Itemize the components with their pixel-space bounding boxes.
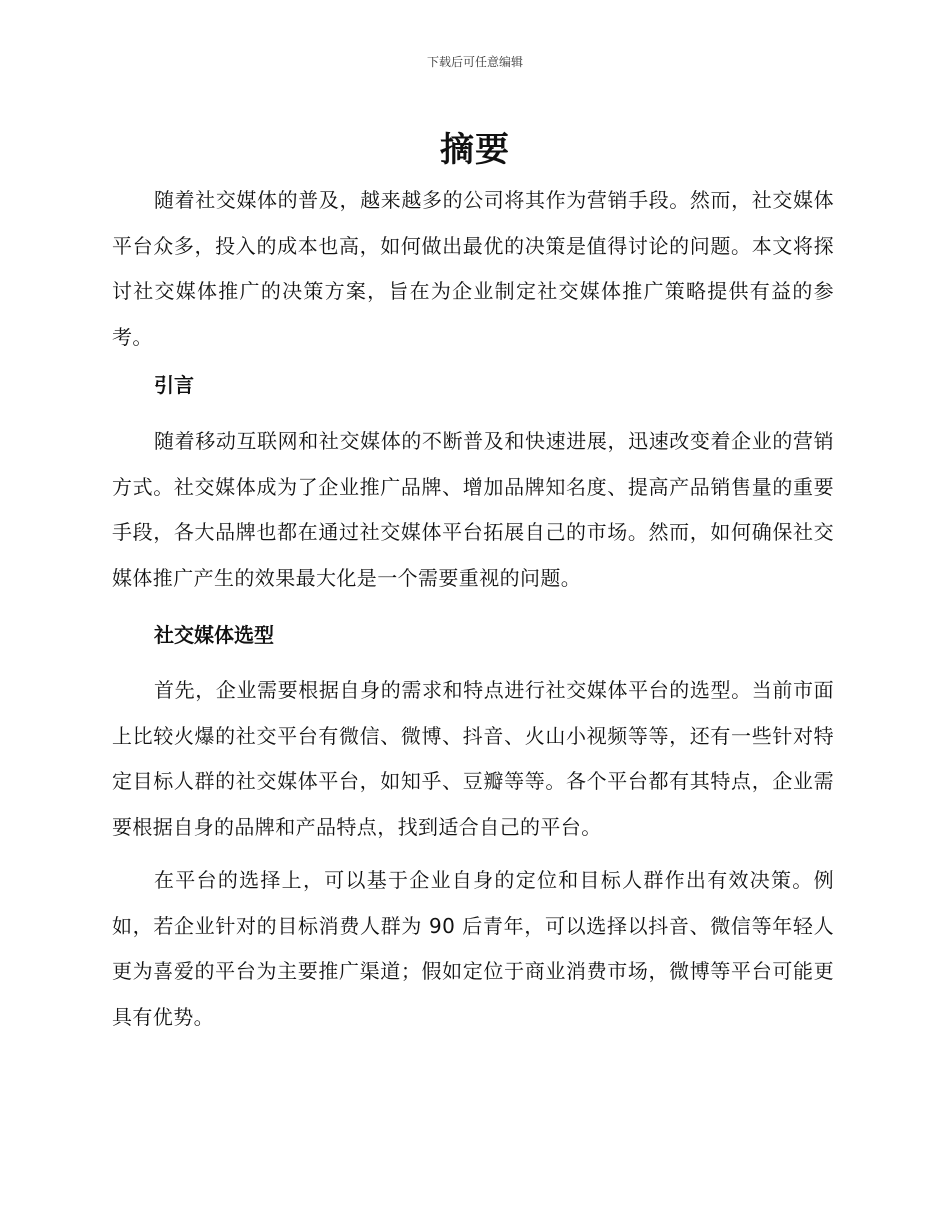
platform-selection-paragraph-1: 首先，企业需要根据自身的需求和特点进行社交媒体平台的选型。当前市面上比较火爆的社交平台有微信、微博、抖音、火山小视频等等，还有一些针对特定目标人群的社交媒体平台，如知乎、豆瓣等等。各个平台都有其特点，企业需要根据自身的品牌和产品特点，找到适合自己的平台。 — [112, 678, 834, 839]
section-heading-introduction: 引言 — [154, 373, 194, 397]
page-title: 摘要 — [440, 130, 510, 170]
platform-selection-paragraph-2: 在平台的选择上，可以基于企业自身的定位和目标人群作出有效决策。例如，若企业针对的目标消费人群为 90 后青年，可以选择以抖音、微信等年轻人更为喜爱的平台为主要推广渠道；假如定位于商业消费市场，微博等平台可能更具有优势。 — [112, 868, 834, 1029]
introduction-paragraph: 随着移动互联网和社交媒体的不断普及和快速进展，迅速改变着企业的营销方式。社交媒体成为了企业推广品牌、增加品牌知名度、提高产品销售量的重要手段，各大品牌也都在通过社交媒体平台拓展自己的市场。然而，如何确保社交媒体推广产生的效果最大化是一个需要重视的问题。 — [112, 429, 834, 590]
section-heading-platform-selection: 社交媒体选型 — [154, 623, 274, 647]
abstract-paragraph: 随着社交媒体的普及，越来越多的公司将其作为营销手段。然而，社交媒体平台众多，投入的成本也高，如何做出最优的决策是值得讨论的问题。本文将探讨社交媒体推广的决策方案，旨在为企业制定社交媒体推广策略提供有益的参考。 — [112, 188, 834, 349]
document-body — [112, 178, 834, 1040]
header-note: 下载后可任意编辑 — [426, 55, 523, 69]
